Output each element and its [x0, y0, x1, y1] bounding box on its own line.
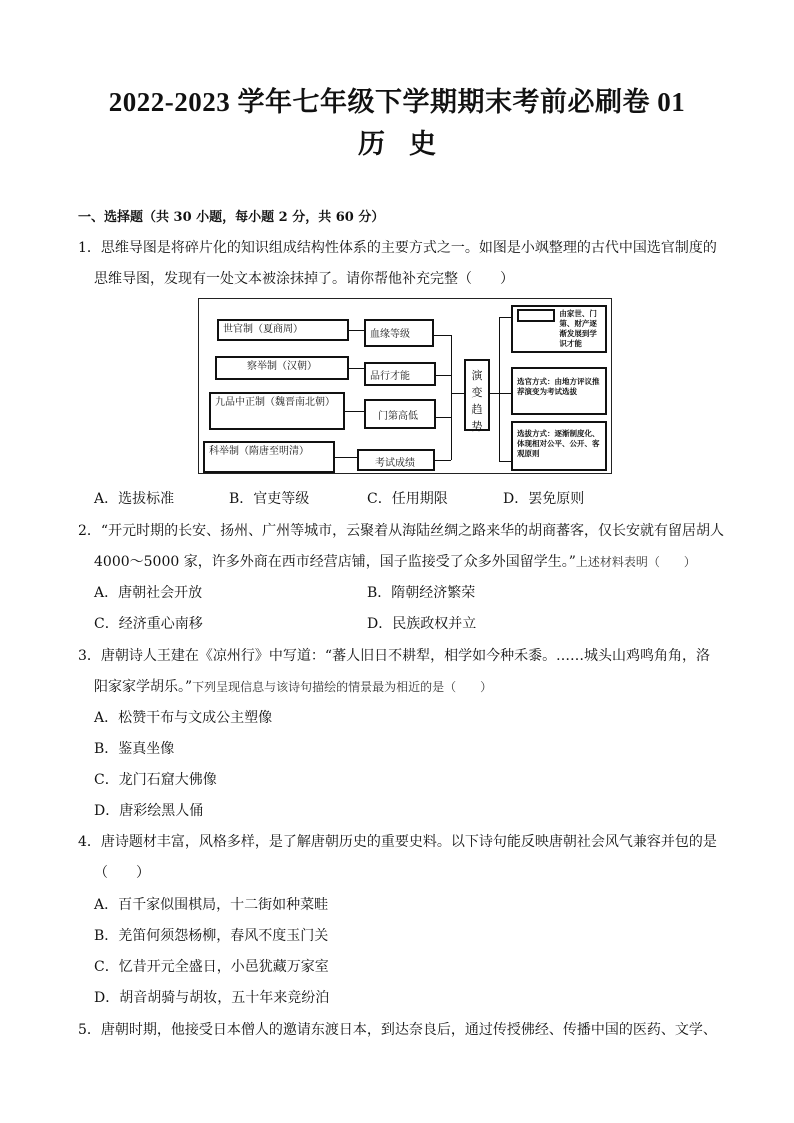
q3-line1: 3．唐朝诗人王建在《凉州行》中写道：“蕃人旧日不耕犁，相学如今种禾黍。……城头山鸡鸣角角，洛: [78, 648, 711, 664]
q3-option-a[interactable]: A．松赞干布与文成公主塑像: [94, 710, 273, 726]
q1-option-c[interactable]: C．任用期限: [367, 491, 448, 507]
q2-option-d[interactable]: D．民族政权并立: [367, 616, 477, 632]
q3-option-b[interactable]: B．鉴真坐像: [94, 741, 175, 757]
q2-prompt: 上述材料表明（ ）: [575, 555, 696, 569]
diagram-right-item-3: 选拔方式：逐渐制度化、体现相对公平、公开、客观原则: [511, 421, 607, 471]
q3-option-c[interactable]: C．龙门石窟大佛像: [94, 772, 217, 788]
q4-option-b[interactable]: B．羌笛何须怨杨柳，春风不度玉门关: [94, 928, 329, 944]
selection-system-mindmap: [198, 298, 612, 474]
diagram-left-item-3: 九品中正制（魏晋南北朝）: [209, 392, 345, 430]
diagram-mid-item-2: 品行才能: [364, 362, 436, 386]
q2-option-a[interactable]: A．唐朝社会开放: [94, 585, 203, 601]
diagram-left-item-1: 世官制（夏商周）: [217, 319, 349, 341]
q1-option-d[interactable]: D．罢免原则: [503, 491, 585, 507]
q3-line2: 阳家家学胡乐。”: [94, 679, 193, 695]
q1-option-a[interactable]: A．选拔标准: [94, 491, 175, 507]
q1-line2: 思维导图，发现有一处文本被涂抹掉了。请你帮他补充完整（ ）: [94, 271, 514, 287]
q1-option-b[interactable]: B．官吏等级: [229, 491, 310, 507]
question-4: [78, 827, 717, 889]
question-5: [78, 1015, 717, 1046]
diagram-mid-item-4: 考试成绩: [357, 449, 435, 471]
q2-line1: 2．“开元时期的长安、扬州、广州等城市，云聚着从海陆丝绸之路来华的胡商蕃客，仅长安就有留居胡人: [78, 523, 725, 539]
diagram-right-item-2: 选官方式：由地方评议推荐演变为考试选拔: [511, 367, 607, 415]
q3-prompt: 下列呈现信息与该诗句描绘的情景最为相近的是（ ）: [192, 680, 493, 694]
diagram-left-item-4: 科举制（隋唐至明清）: [203, 441, 335, 473]
q5-line1: 5．唐朝时期，他接受日本僧人的邀请东渡日本，到达奈良后，通过传授佛经、传播中国的医药、文学、: [78, 1022, 717, 1038]
question-2: [78, 516, 724, 578]
q4-option-c[interactable]: C．忆昔开元全盛日，小邑犹藏万家室: [94, 959, 329, 975]
exam-title: 2022-2023 学年七年级下学期期末考前必刷卷 01: [108, 87, 686, 117]
q4-line2: （ ）: [94, 865, 150, 881]
diagram-right-item-1: 由家世、门第、财产逐渐发展到学识才能: [511, 305, 607, 353]
q2-line2: 4000～5000 家，许多外商在西市经营店铺，国子监接受了众多外国留学生。”: [94, 554, 576, 570]
diagram-left-item-2: 察举制（汉朝）: [215, 356, 349, 380]
diagram-center-trend: 演变趋势: [464, 359, 490, 431]
q3-option-d[interactable]: D．唐彩绘黑人俑: [94, 803, 204, 819]
section-heading: 一、选择题（共 30 小题，每小题 2 分，共 60 分）: [78, 210, 385, 225]
q4-line1: 4．唐诗题材丰富，风格多样，是了解唐朝历史的重要史料。以下诗句能反映唐朝社会风气兼容并包的是: [78, 834, 717, 850]
q1-line1: 1．思维导图是将碎片化的知识组成结构性体系的主要方式之一。如图是小飒整理的古代中国选官制度的: [78, 240, 717, 256]
question-1: [78, 233, 717, 295]
q2-option-b[interactable]: B．隋朝经济繁荣: [367, 585, 476, 601]
q4-option-d[interactable]: D．胡音胡骑与胡妆，五十年来竞纷泊: [94, 990, 330, 1006]
question-3: [78, 641, 710, 703]
smeared-text-block: [517, 309, 555, 322]
subject-title: 历史: [358, 129, 460, 159]
diagram-mid-item-3: 门第高低: [364, 399, 436, 429]
q4-option-a[interactable]: A．百千家似围棋局，十二街如种菜畦: [94, 897, 329, 913]
diagram-mid-item-1: 血缘等级: [364, 319, 434, 347]
q2-option-c[interactable]: C．经济重心南移: [94, 616, 203, 632]
